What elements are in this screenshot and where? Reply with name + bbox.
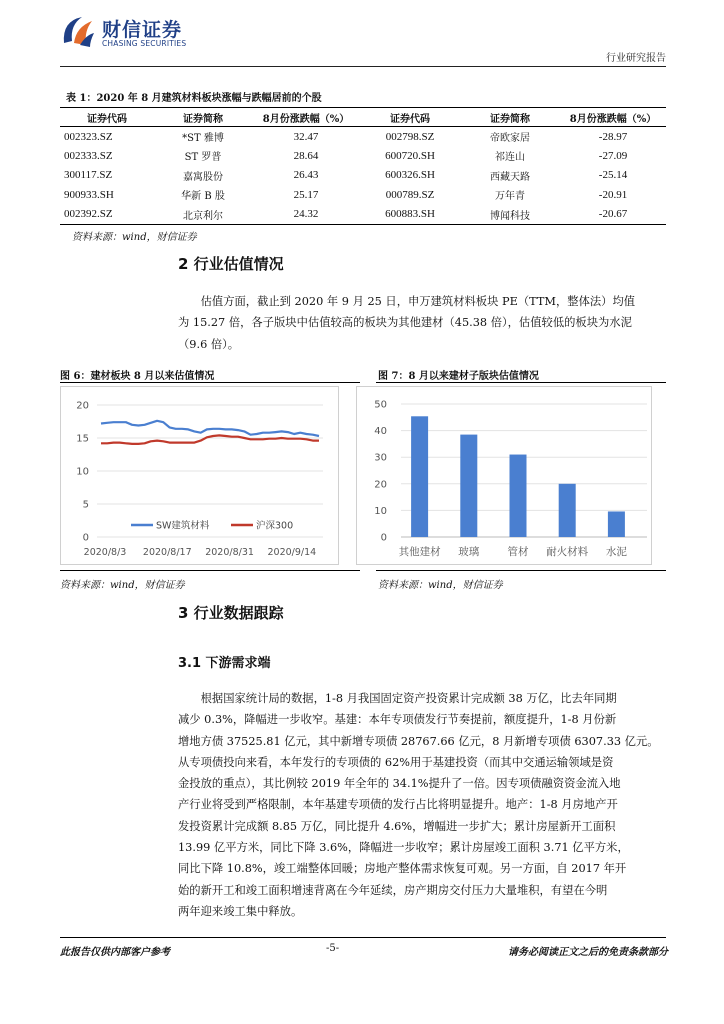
paragraph-line: 产行业将受到严格限制，本年基建专项债的发行占比将明显提升。地产：1-8 月房地产开 [178, 798, 618, 812]
paragraph-line: 两年迎来竣工集中释放。 [178, 904, 303, 918]
table-cell: 28.64 [293, 149, 319, 162]
x-category-label: 其他建材 [398, 546, 441, 558]
figure7-rule [376, 382, 666, 383]
section3-paragraph [178, 688, 666, 922]
table-cell: 嘉寓股份 [183, 171, 223, 183]
table-cell: 北京利尔 [154, 205, 252, 225]
legend-label: SW建筑材料 [156, 520, 210, 532]
y-tick-label: 15 [76, 433, 89, 445]
y-tick-label: 40 [374, 426, 387, 438]
section2-paragraph [178, 291, 666, 355]
paragraph-line: 减少 0.3%，降幅进一步收窄。基建：本年专项债发行节奏提前，额度提升，1-8 月份新 [178, 713, 617, 727]
table1-source: 资料来源：wind，财信证券 [72, 232, 197, 243]
logo-chinese-name: 财信证券 [102, 19, 183, 41]
paragraph-line: 发投资累计完成额 8.85 万亿，同比提升 4.6%，增幅进一步扩大；累计房屋新开工面积 [178, 819, 616, 833]
table-cell: -20.91 [598, 188, 628, 201]
y-tick-label: 0 [82, 532, 89, 544]
table-cell: 博闻科技 [460, 205, 560, 225]
table-row [60, 185, 666, 205]
figure7-caption: 图 7：8 月以来建材子版块估值情况 [378, 371, 539, 382]
table-cell: 600883.SH [360, 205, 460, 225]
figure7-source: 资料来源：wind，财信证券 [378, 580, 503, 591]
column-header: 8月份涨跌幅（%） [252, 108, 360, 127]
section2-heading: 2 行业估值情况 [178, 255, 284, 273]
page-number: -5- [326, 943, 340, 954]
x-category-label: 水泥 [605, 546, 627, 558]
y-tick-label: 10 [76, 466, 89, 478]
paragraph-line: 同比下降 10.8%，竣工端整体回暖；房地产整体需求恢复可观。另一方面，自 2017 年开 [178, 862, 627, 876]
y-tick-label: 5 [82, 499, 89, 511]
paragraph-line: 始的新开工和竣工面积增速背离在今年延续，房产期房交付压力大量堆积，有望在今明 [178, 883, 608, 897]
figure6-bottom-rule [60, 570, 360, 571]
paragraph-line: 金投放的重点），其比例较 2019 年全年的 34.1%提升了一倍。因专项债融资资金流入地 [178, 777, 621, 791]
y-tick-label: 50 [374, 399, 387, 411]
x-tick-label: 2020/8/3 [83, 547, 127, 558]
table-cell: 300117.SZ [64, 169, 113, 182]
section3-1-heading: 3.1 下游需求端 [178, 656, 271, 671]
logo-english-name: CHASING SECURITIES [102, 39, 187, 48]
table-row [60, 205, 666, 225]
table-cell: -27.09 [598, 149, 628, 162]
table-cell: 32.47 [293, 130, 319, 143]
x-category-label: 管材 [507, 546, 529, 558]
paragraph-line: 根据国家统计局的数据，1-8 月我国固定资产投资累计完成额 38 万亿，比去年同期 [200, 692, 617, 705]
paragraph-line: 估值方面，截止到 2020 年 9 月 25 日，申万建筑材料板块 PE（TTM，整体法）均值 [200, 295, 636, 308]
x-tick-label: 2020/8/31 [205, 547, 254, 558]
x-tick-label: 2020/9/14 [267, 547, 317, 558]
x-category-label: 玻璃 [458, 546, 480, 558]
figure7-chart-frame [356, 386, 652, 565]
figure7-bottom-rule [376, 570, 666, 571]
table-cell: *ST 雅博 [182, 133, 224, 144]
legend-label: 沪深300 [256, 520, 294, 532]
table-cell: -25.14 [598, 169, 628, 182]
bar-其他建材 [411, 416, 428, 537]
paragraph-line: 从专项债投向来看，本年发行的专项债的 62%用于基建投资（而其中交通运输领域是资 [178, 755, 614, 769]
table-cell: 西藏天路 [490, 171, 530, 183]
series-line-沪深300 [101, 435, 319, 444]
table-cell: 002392.SZ [60, 205, 154, 225]
stock-performance-table [60, 107, 666, 225]
footer-disclaimer-left: 此报告仅供内部客户参考 [60, 947, 170, 958]
figure6-source: 资料来源：wind，财信证券 [60, 580, 185, 591]
table-cell: 万年青 [495, 191, 525, 203]
series-line-SW建筑材料 [101, 421, 319, 436]
chasing-logo-icon [60, 13, 96, 49]
footer-divider [60, 937, 666, 938]
table-cell: 600326.SH [385, 169, 435, 182]
table-cell: 华新 B 股 [181, 191, 225, 203]
paragraph-line: 13.99 亿平方米，同比下降 3.6%，降幅进一步收窄；累计房屋竣工面积 3.71 亿平方米， [178, 841, 629, 855]
table-cell: 002323.SZ [64, 130, 113, 143]
paragraph-line: 为 15.27 倍，各子版块中估值较高的板块为其他建材（45.38 倍），估值较低的板块为水泥 [178, 316, 632, 330]
figure6-caption: 图 6：建材板块 8 月以来估值情况 [60, 371, 215, 382]
table-header-row [60, 108, 666, 127]
subsector-bar-chart [357, 387, 653, 566]
report-type-label: 行业研究报告 [606, 53, 666, 64]
table-row [60, 146, 666, 166]
figure6-chart-frame [60, 386, 339, 565]
footer-disclaimer-right: 请务必阅读正文之后的免责条款部分 [508, 947, 668, 958]
column-header: 证券代码 [60, 108, 154, 127]
table-cell: -28.97 [598, 130, 628, 143]
table-cell: 002798.SZ [385, 130, 435, 143]
table-cell: 002333.SZ [64, 149, 113, 162]
table-cell: 600720.SH [385, 149, 435, 162]
y-tick-label: 30 [374, 452, 387, 464]
figure6-rule [60, 382, 360, 383]
column-header: 证券简称 [154, 108, 252, 127]
x-tick-label: 2020/8/17 [142, 547, 192, 558]
table-row [60, 166, 666, 186]
bar-玻璃 [460, 435, 477, 537]
table-cell: 24.32 [252, 205, 360, 225]
valuation-line-chart [61, 387, 340, 566]
bar-耐火材料 [559, 484, 576, 537]
paragraph-line: 增地方债 37525.81 亿元，其中新增专项债 28767.66 亿元，8 月新增专项债 6307.33 亿元。 [178, 734, 659, 748]
table-cell: -20.67 [560, 205, 666, 225]
table-cell: 25.17 [293, 188, 319, 201]
header-divider [60, 66, 666, 67]
company-logo [60, 13, 250, 49]
paragraph-line: （9.6 倍）。 [178, 337, 240, 351]
table-cell: 000789.SZ [385, 188, 435, 201]
table1-caption: 表 1：2020 年 8 月建筑材料板块涨幅与跌幅居前的个股 [66, 93, 322, 104]
y-tick-label: 20 [76, 400, 89, 412]
bar-管材 [510, 455, 527, 537]
y-tick-label: 10 [374, 505, 387, 517]
table-cell: 帝欧家居 [490, 133, 530, 144]
y-tick-label: 0 [380, 532, 387, 544]
table-cell: 祁连山 [495, 152, 525, 164]
bar-水泥 [608, 511, 625, 537]
table-cell: ST 罗普 [184, 152, 222, 164]
x-category-label: 耐火材料 [546, 546, 589, 558]
column-header: 8月份涨跌幅（%） [560, 108, 666, 127]
table-row [60, 127, 666, 147]
section3-heading: 3 行业数据跟踪 [178, 604, 284, 622]
column-header: 证券代码 [360, 108, 460, 127]
table-cell: 900933.SH [64, 188, 114, 201]
table-cell: 26.43 [293, 169, 319, 182]
column-header: 证券简称 [460, 108, 560, 127]
y-tick-label: 20 [374, 479, 387, 491]
